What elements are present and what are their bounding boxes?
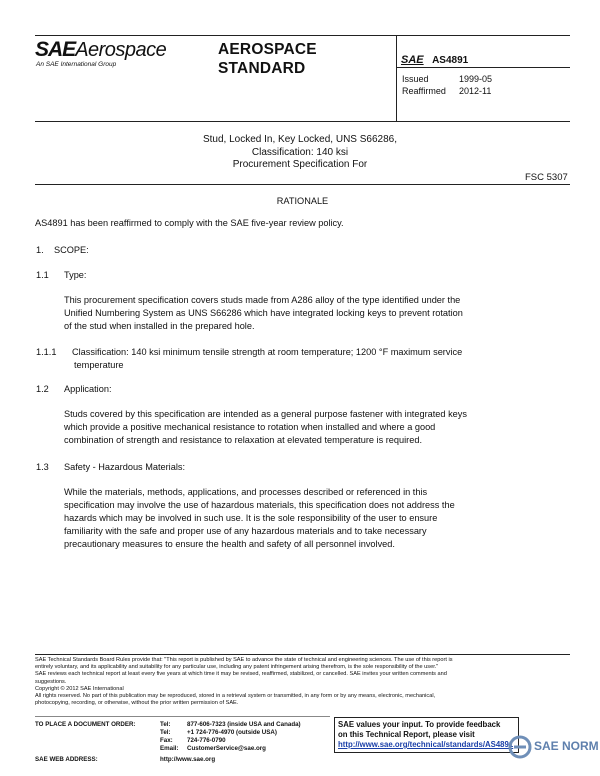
- section-1-3-number: 1.3: [36, 462, 49, 472]
- paragraph-line: hazards which may be involved in such use. It is the sole responsibility of the user to ensure: [64, 513, 438, 523]
- reaffirmed-label: Reaffirmed: [402, 86, 446, 96]
- paragraph-line: specification may involve the use of hazardous materials, this specification does not address the: [64, 500, 455, 510]
- sae-mark: SAE: [401, 54, 424, 66]
- paragraph-line: This procurement specification covers studs made from A286 alloy of the type identified under the: [64, 295, 461, 305]
- paragraph-line: temperature: [74, 360, 124, 370]
- legal-line: SAE reviews each technical report at least every five years at which time it may be revised, reaffirmed, stabilized, or cancelled. SAE invites your written comments and: [35, 671, 447, 678]
- section-1-2-title: Application:: [64, 384, 112, 394]
- document-title: [120, 134, 480, 172]
- paragraph-line: Unified Numbering System as UNS S66286 which have integrated locking keys to prevent rotation: [64, 308, 463, 318]
- sae-aerospace-logo: [35, 38, 166, 62]
- tel-label: Tel:: [160, 729, 171, 736]
- paragraph-line: combination of strength and resistance to relaxation at elevated temperature is required.: [64, 435, 423, 445]
- fax-value: 724-776-0790: [187, 737, 226, 744]
- paragraph-line: Classification: 140 ksi minimum tensile strength at room temperature; 1200 °F maximum service: [72, 347, 463, 357]
- title-bottom-border: [35, 184, 570, 185]
- legal-line: suggestions.: [35, 678, 67, 685]
- paragraph-line: of the stud when installed in the prepared hole.: [64, 321, 255, 331]
- feedback-line: on this Technical Report, please visit: [338, 730, 475, 739]
- email-value[interactable]: CustomerService@sae.org: [187, 745, 266, 752]
- section-1-3-title: Safety - Hazardous Materials:: [64, 462, 186, 472]
- paragraph-line: precautionary measures to ensure the health and safety of all personnel involved.: [64, 539, 395, 549]
- header-bottom-border: [35, 121, 570, 122]
- email-label: Email:: [160, 745, 179, 752]
- feedback-box: [334, 717, 519, 753]
- section-1-title: SCOPE:: [54, 245, 89, 255]
- copyright-line: Copyright © 2012 SAE International: [35, 685, 124, 692]
- title-line-1: AEROSPACE: [218, 41, 317, 58]
- feedback-link[interactable]: http://www.sae.org/technical/standards/AS4891: [338, 740, 514, 749]
- section-1-1-title: Type:: [64, 270, 87, 280]
- section-1-1-paragraph: [64, 294, 463, 333]
- rationale-text: AS4891 has been reaffirmed to comply with the SAE five-year review policy.: [35, 218, 344, 228]
- section-1-3-paragraph: [64, 486, 455, 551]
- doc-type-title: [218, 40, 317, 78]
- web-label: SAE WEB ADDRESS:: [35, 756, 98, 763]
- section-1-1-1-paragraph: [72, 346, 462, 372]
- footer-top-border: [35, 654, 570, 655]
- title-line-2: STANDARD: [218, 60, 306, 77]
- legal-line: entirely voluntary, and its applicability and suitability for any particular use, including any patent infringement arising therefrom, is the sole responsibility of the user.": [35, 664, 439, 671]
- title-line: Stud, Locked In, Key Locked, UNS S66286,: [202, 134, 397, 145]
- rationale-heading: RATIONALE: [276, 196, 329, 206]
- section-1-2-number: 1.2: [36, 384, 49, 394]
- section-1-1-1-number: 1.1.1: [36, 347, 57, 357]
- tel-value: 877-606-7323 (inside USA and Canada): [187, 721, 301, 728]
- fax-label: Fax:: [160, 737, 173, 744]
- section-1-1-number: 1.1: [36, 270, 49, 280]
- title-line: Classification: 140 ksi: [251, 146, 349, 158]
- logo-sae: SAE: [35, 38, 76, 61]
- tel-value: +1 724-776-4970 (outside USA): [187, 729, 277, 736]
- paragraph-line: While the materials, methods, applications, and processes described or referenced in this: [64, 487, 428, 497]
- contact-labels: [160, 721, 179, 753]
- legal-line: SAE Technical Standards Board Rules provide that: "This report is published by SAE to advance the state of technical and engineering sciences. The use of this report is: [35, 657, 453, 663]
- paragraph-line: familiarity with the safe and proper use of any hazardous materials and to take necessary: [64, 526, 427, 536]
- legal-line: All rights reserved. No part of this publication may be reproduced, stored in a retrieval system or transmitted, in any form or by any means, electronic, mechanical,: [35, 693, 436, 700]
- title-line: Procurement Specification For: [232, 159, 368, 170]
- paragraph-line: which provide a positive mechanical resistance to rotation when installed and where a good: [64, 422, 436, 432]
- reaffirmed-value: 2012-11: [459, 86, 492, 96]
- web-link[interactable]: http://www.sae.org: [160, 756, 216, 763]
- issued-label: Issued: [402, 74, 429, 84]
- issued-value: 1999-05: [459, 74, 493, 84]
- watermark-logo-icon: [508, 735, 532, 759]
- doc-number-block: [401, 50, 468, 68]
- watermark-text: SAE NORM: [534, 739, 599, 753]
- footer-divider: [35, 716, 330, 717]
- header-divider: [396, 35, 397, 121]
- logo-tagline: An SAE International Group: [36, 61, 117, 68]
- order-label: TO PLACE A DOCUMENT ORDER:: [35, 721, 136, 728]
- sae-norm-watermark: [508, 731, 599, 765]
- paragraph-line: Studs covered by this specification are intended as a general purpose fastener with integrated keys: [64, 409, 467, 419]
- tel-label: Tel:: [160, 721, 171, 728]
- contact-values: [187, 721, 301, 753]
- logo-aerospace: Aerospace: [75, 39, 167, 61]
- footer-legal-text: [35, 657, 570, 707]
- section-1-number: 1.: [36, 245, 44, 255]
- section-1-2-paragraph: [64, 408, 467, 447]
- legal-line: photocopying, recording, or otherwise, without the prior written permission of SAE.: [35, 700, 239, 707]
- fsc-code: FSC 5307: [525, 172, 568, 183]
- feedback-line: SAE values your input. To provide feedback: [338, 720, 501, 729]
- header-top-border: [35, 35, 570, 36]
- doc-number: AS4891: [432, 55, 469, 66]
